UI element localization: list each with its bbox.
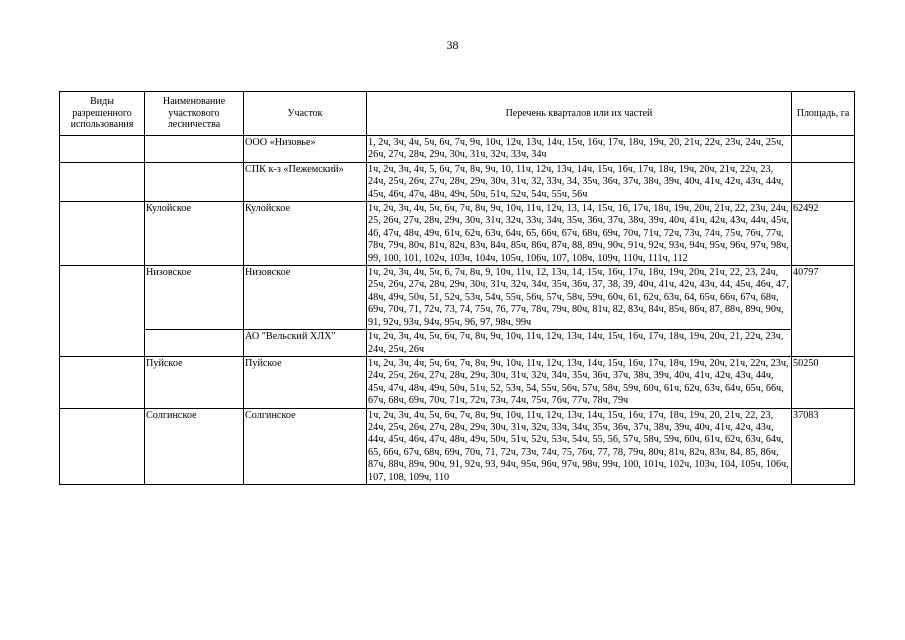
cell-section: ООО «Низовье»	[244, 136, 367, 163]
page-number: 38	[446, 38, 459, 52]
cell-use-type	[60, 356, 145, 408]
cell-area: 62492	[792, 202, 855, 266]
cell-district: Пуйское	[145, 356, 244, 408]
cell-quarters: 1ч, 2ч, 3ч, 4ч, 5ч, 6ч, 7ч, 8ч, 9ч, 10ч, 11ч, 12ч, 13, 14, 15ч, 16, 17ч, 18ч, 19ч, 20ч, 21ч, 22, 23ч, 24ч, 25, 26ч, 27ч, 28ч, 29ч, 30ч, 31ч, 32ч, 33ч, 34ч, 35ч, 36ч, 37ч, 38ч, 39ч, 40ч, 41ч, 42ч, 43ч, 44ч, 45ч, 46, 47ч, 48ч, 49ч, 61ч, 62ч, 63ч, 64ч, 65, 66ч, 67ч, 68ч, 69ч, 70ч, 71ч, 72ч, 73ч, 74ч, 75ч, 76ч, 77ч, 78ч, 79ч, 80ч, 81ч, 82ч, 83ч, 84ч, 85ч, 86ч, 87ч, 88, 89ч, 90ч, 91ч, 92ч, 93ч, 94ч, 95ч, 96ч, 97ч, 98ч, 99, 100, 101, 102ч, 103ч, 104ч, 105ч, 106ч, 107, 108ч, 109ч, 110ч, 111ч, 112	[367, 202, 792, 266]
table-row	[60, 356, 855, 408]
cell-district	[145, 330, 244, 357]
cell-section: Пуйское	[244, 356, 367, 408]
cell-district	[145, 162, 244, 201]
cell-district	[145, 136, 244, 163]
cell-use-type	[60, 202, 145, 266]
header-section: Участок	[244, 92, 367, 136]
cell-use-type	[60, 408, 145, 484]
header-use-type: Виды разрешенного использования	[60, 92, 145, 136]
cell-district: Кулойское	[145, 202, 244, 266]
cell-section: Кулойское	[244, 202, 367, 266]
cell-district: Солгинское	[145, 408, 244, 484]
cell-use-type	[60, 162, 145, 201]
table-row	[60, 162, 855, 201]
table-row	[60, 136, 855, 163]
table-row	[60, 330, 855, 357]
cell-quarters: 1ч, 2ч, 3ч, 4ч, 5ч, 6ч, 7ч, 8ч, 9ч, 10ч, 11ч, 12ч, 13ч, 14ч, 15ч, 16ч, 17ч, 18ч, 19ч, 20ч, 21ч, 22ч, 23ч, 24ч, 25ч, 26ч, 27ч, 28ч, 29ч, 30ч, 31ч, 32ч, 34ч, 35ч, 36ч, 37ч, 38ч, 39ч, 40ч, 41ч, 42ч, 43ч, 44ч, 45ч, 47ч, 48ч, 49ч, 50ч, 51ч, 52, 53ч, 54, 55ч, 56ч, 57ч, 58ч, 59ч, 60ч, 61ч, 62ч, 63ч, 64ч, 65ч, 66ч, 67ч, 68ч, 69ч, 70ч, 71ч, 72ч, 73ч, 74ч, 75ч, 76ч, 77ч, 78ч, 79ч	[367, 356, 792, 408]
header-district: Наименование участкового лесничества	[145, 92, 244, 136]
cell-use-type	[60, 266, 145, 357]
header-quarters: Перечень кварталов или их частей	[367, 92, 792, 136]
cell-quarters: 1ч, 2ч, 3ч, 4ч, 5, 6ч, 7ч, 8ч, 9ч, 10, 11ч, 12ч, 13ч, 14ч, 15ч, 16ч, 17ч, 18ч, 19ч, 20ч, 21ч, 22ч, 23, 24ч, 25ч, 26ч, 27ч, 28ч, 29ч, 30ч, 31ч, 32, 33ч, 34, 35ч, 36ч, 37ч, 38ч, 39ч, 40ч, 41ч, 42ч, 43ч, 44ч, 45ч, 46ч, 47ч, 48ч, 49ч, 50ч, 51ч, 52ч, 54ч, 55ч, 56ч	[367, 162, 792, 201]
table-row	[60, 408, 855, 484]
cell-area: 50250	[792, 356, 855, 408]
cell-use-type	[60, 136, 145, 163]
cell-area	[792, 162, 855, 201]
cell-section: Низовское	[244, 266, 367, 330]
table-row	[60, 202, 855, 266]
cell-district: Низовское	[145, 266, 244, 330]
cell-area: 40797	[792, 266, 855, 357]
cell-section: СПК к-з «Пежемский»	[244, 162, 367, 201]
cell-quarters: 1, 2ч, 3ч, 4ч, 5ч, 6ч, 7ч, 9ч, 10ч, 12ч, 13ч, 14ч, 15ч, 16ч, 17ч, 18ч, 19ч, 20, 21ч, 22ч, 23ч, 24ч, 25ч, 26ч, 27ч, 28ч, 29ч, 30ч, 31ч, 32ч, 33ч, 34ч	[367, 136, 792, 163]
cell-section: Солгинское	[244, 408, 367, 484]
header-area: Площадь, га	[792, 92, 855, 136]
cell-quarters: 1ч, 2ч, 3ч, 4ч, 5ч, 6ч, 7ч, 8ч, 9ч, 10ч, 11ч, 12ч, 13ч, 14ч, 15ч, 16ч, 17ч, 18ч, 19ч, 20, 21ч, 22, 23, 24ч, 25ч, 26ч, 27ч, 28ч, 29ч, 30ч, 31ч, 32ч, 33ч, 34ч, 35ч, 36ч, 37ч, 38ч, 39ч, 40ч, 41ч, 42ч, 43ч, 44ч, 45ч, 46ч, 47ч, 48ч, 49ч, 50ч, 51ч, 52ч, 53ч, 54ч, 55, 56, 57ч, 58ч, 59ч, 60ч, 61ч, 62ч, 63ч, 64ч, 65, 66ч, 67ч, 68ч, 69ч, 70ч, 71, 72ч, 73ч, 74ч, 75, 76ч, 77, 78, 79ч, 80ч, 81ч, 82ч, 83ч, 84, 85, 86ч, 87ч, 88ч, 89ч, 90ч, 91, 92ч, 93, 94ч, 95ч, 96ч, 97ч, 98ч, 99ч, 100, 101ч, 102ч, 103ч, 104, 105ч, 106ч, 107, 108, 109ч, 110	[367, 408, 792, 484]
cell-quarters: 1ч, 2ч, 3ч, 4ч, 5ч, 6ч, 7ч, 8ч, 9ч, 10ч, 11ч, 12ч, 13ч, 14ч, 15ч, 16ч, 17ч, 18ч, 19ч, 20ч, 21, 22ч, 23ч, 24ч, 25ч, 26ч	[367, 330, 792, 357]
cell-area	[792, 136, 855, 163]
forest-quarters-table	[59, 91, 855, 485]
table-row	[60, 266, 855, 330]
cell-area: 37083	[792, 408, 855, 484]
table-header-row	[60, 92, 855, 136]
cell-quarters: 1ч, 2ч, 3ч, 4ч, 5ч, 6, 7ч, 8ч, 9, 10ч, 11ч, 12, 13ч, 14, 15ч, 16ч, 17ч, 18ч, 19ч, 20ч, 21ч, 22, 23, 24ч, 25ч, 26ч, 27ч, 28ч, 29ч, 30ч, 31ч, 32ч, 34ч, 35ч, 36ч, 37, 38, 39, 40ч, 41ч, 42ч, 43ч, 44, 45ч, 46ч, 47, 48ч, 49ч, 50ч, 51, 52ч, 53ч, 54ч, 55ч, 56ч, 57ч, 58ч, 59ч, 60ч, 61, 62ч, 63ч, 64, 65ч, 66ч, 67ч, 68ч, 69ч, 70ч, 71, 72ч, 73, 74, 75ч, 76, 77ч, 78ч, 79ч, 80ч, 81ч, 82, 83ч, 84ч, 85ч, 86ч, 87, 88ч, 89ч, 90ч, 91, 92ч, 93ч, 94ч, 95ч, 96, 97, 98ч, 99ч	[367, 266, 792, 330]
cell-section: АО "Вельский ХЛХ"	[244, 330, 367, 357]
